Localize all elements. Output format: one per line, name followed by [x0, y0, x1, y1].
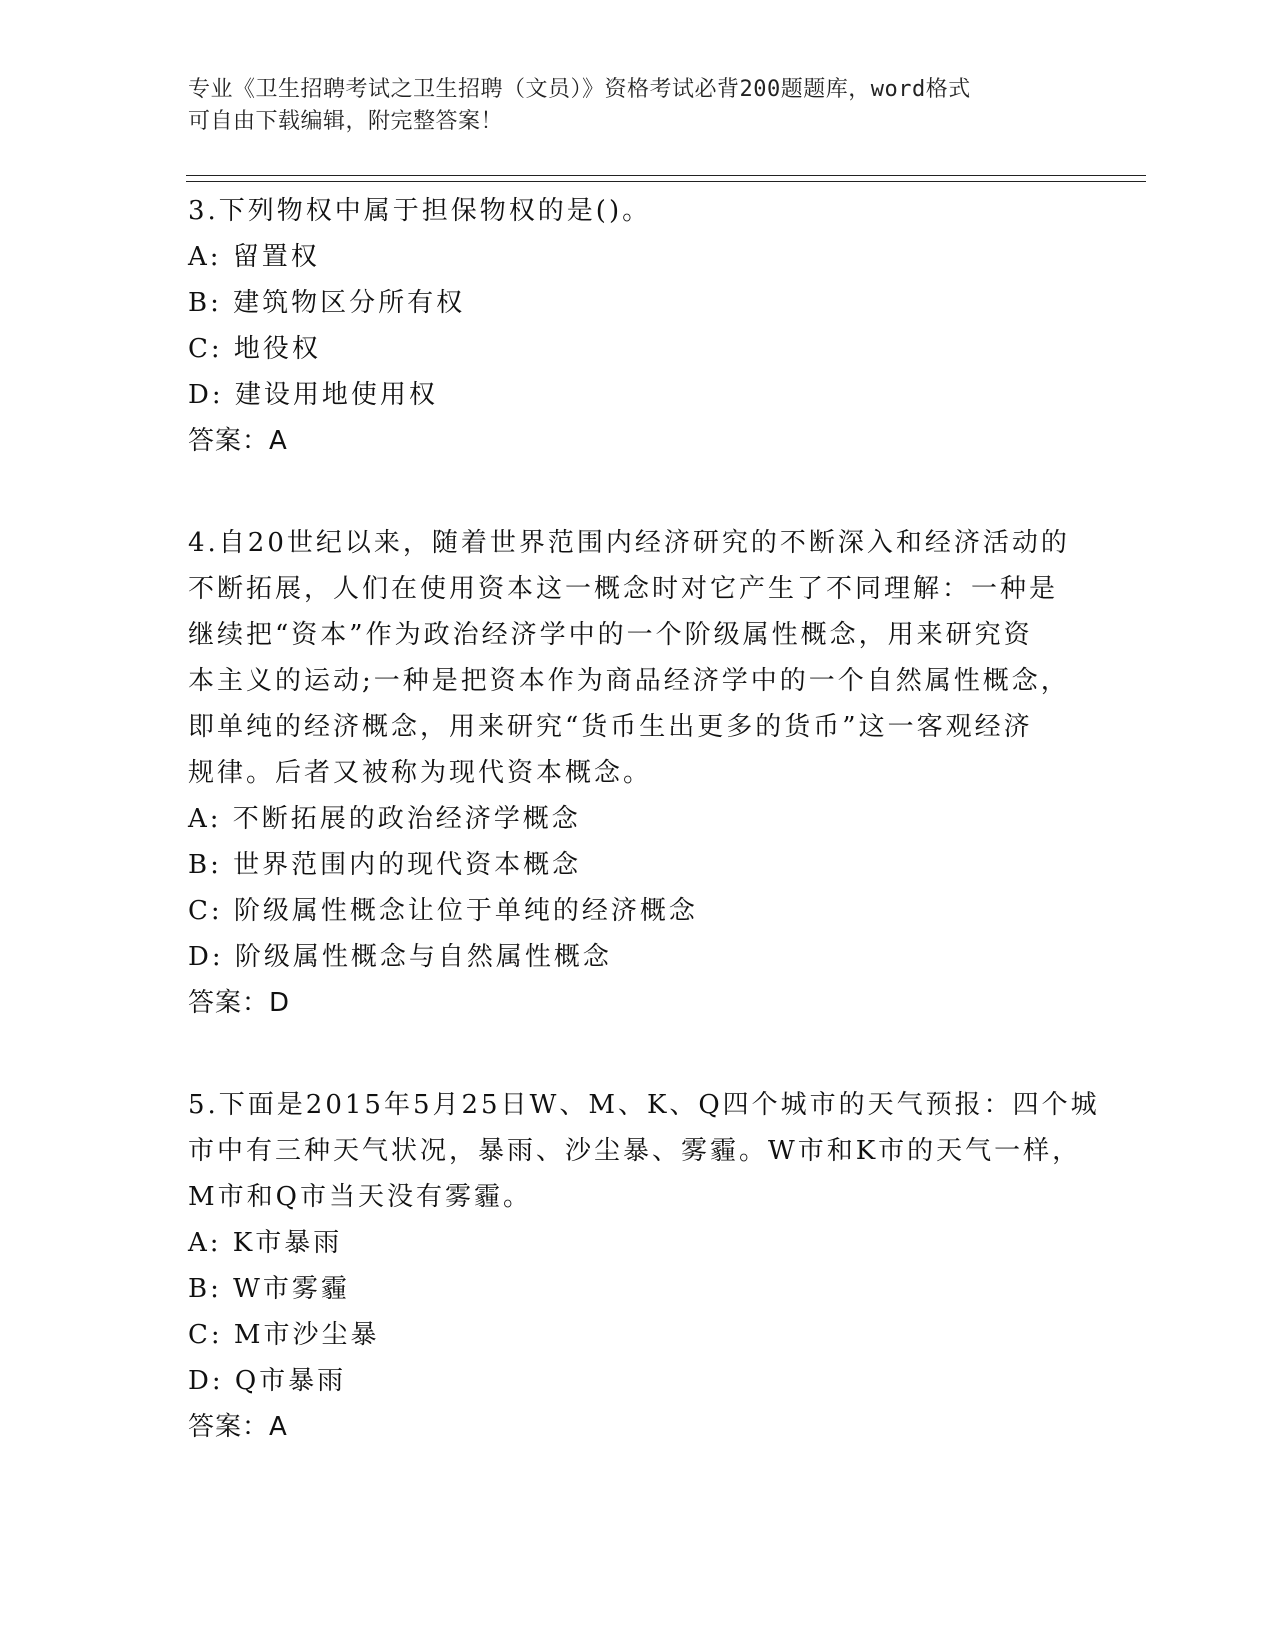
option-b: B: W市雾霾 — [188, 1274, 350, 1304]
question-stem-line: 市中有三种天气状况，暴雨、沙尘暴、雾霾。W市和K市的天气一样， — [188, 1136, 1082, 1166]
option-d: D: 阶级属性概念与自然属性概念 — [188, 942, 612, 972]
option-a: A: K市暴雨 — [188, 1228, 343, 1258]
question-3 — [188, 188, 1068, 464]
question-stem-line: 3.下列物权中属于担保物权的是()。 — [188, 196, 652, 226]
header-divider-bottom — [186, 181, 1146, 182]
header-line-1: 专业《卫生招聘考试之卫生招聘（文员）》资格考试必背200题题库，word格式 — [188, 77, 971, 102]
question-stem-line: 继续把“资本”作为政治经济学中的一个阶级属性概念，用来研究资 — [188, 620, 1033, 650]
answer-label: 答案：A — [188, 426, 288, 456]
question-stem — [188, 1082, 1100, 1220]
question-stem-line: 即单纯的经济概念，用来研究“货币生出更多的货币”这一客观经济 — [188, 712, 1033, 742]
question-stem-line: 不断拓展，人们在使用资本这一概念时对它产生了不同理解：一种是 — [188, 574, 1059, 604]
question-stem-line: 本主义的运动;一种是把资本作为商品经济学中的一个自然属性概念， — [188, 666, 1070, 696]
option-d: D: 建设用地使用权 — [188, 380, 438, 410]
question-stem — [188, 188, 1068, 234]
question-stem-line: 4.自20世纪以来，随着世界范围内经济研究的不断深入和经济活动的 — [188, 528, 1070, 558]
question-spacer — [188, 1026, 1068, 1082]
question-stem-line: M市和Q市当天没有雾霾。 — [188, 1182, 532, 1212]
question-stem-line: 5.下面是2015年5月25日W、M、K、Q四个城市的天气预报：四个城 — [188, 1090, 1100, 1120]
question-5 — [188, 1082, 1100, 1450]
option-d: D: Q市暴雨 — [188, 1366, 347, 1396]
option-c: C: 地役权 — [188, 334, 321, 364]
header-line-2: 可自由下载编辑，附完整答案！ — [188, 109, 504, 134]
question-4 — [188, 520, 1068, 1026]
document-header — [188, 74, 1068, 138]
option-b: B: 世界范围内的现代资本概念 — [188, 850, 582, 880]
question-stem — [188, 520, 1068, 796]
header-divider-top — [186, 175, 1146, 176]
option-c: C: M市沙尘暴 — [188, 1320, 380, 1350]
option-c: C: 阶级属性概念让位于单纯的经济概念 — [188, 896, 698, 926]
answer-label: 答案：A — [188, 1412, 288, 1442]
question-list — [188, 188, 1100, 1450]
question-stem-line: 规律。后者又被称为现代资本概念。 — [188, 758, 653, 788]
question-spacer — [188, 464, 1068, 520]
option-a: A: 不断拓展的政治经济学概念 — [188, 804, 581, 834]
option-a: A: 留置权 — [188, 242, 320, 272]
answer-label: 答案：D — [188, 988, 291, 1018]
option-b: B: 建筑物区分所有权 — [188, 288, 466, 318]
